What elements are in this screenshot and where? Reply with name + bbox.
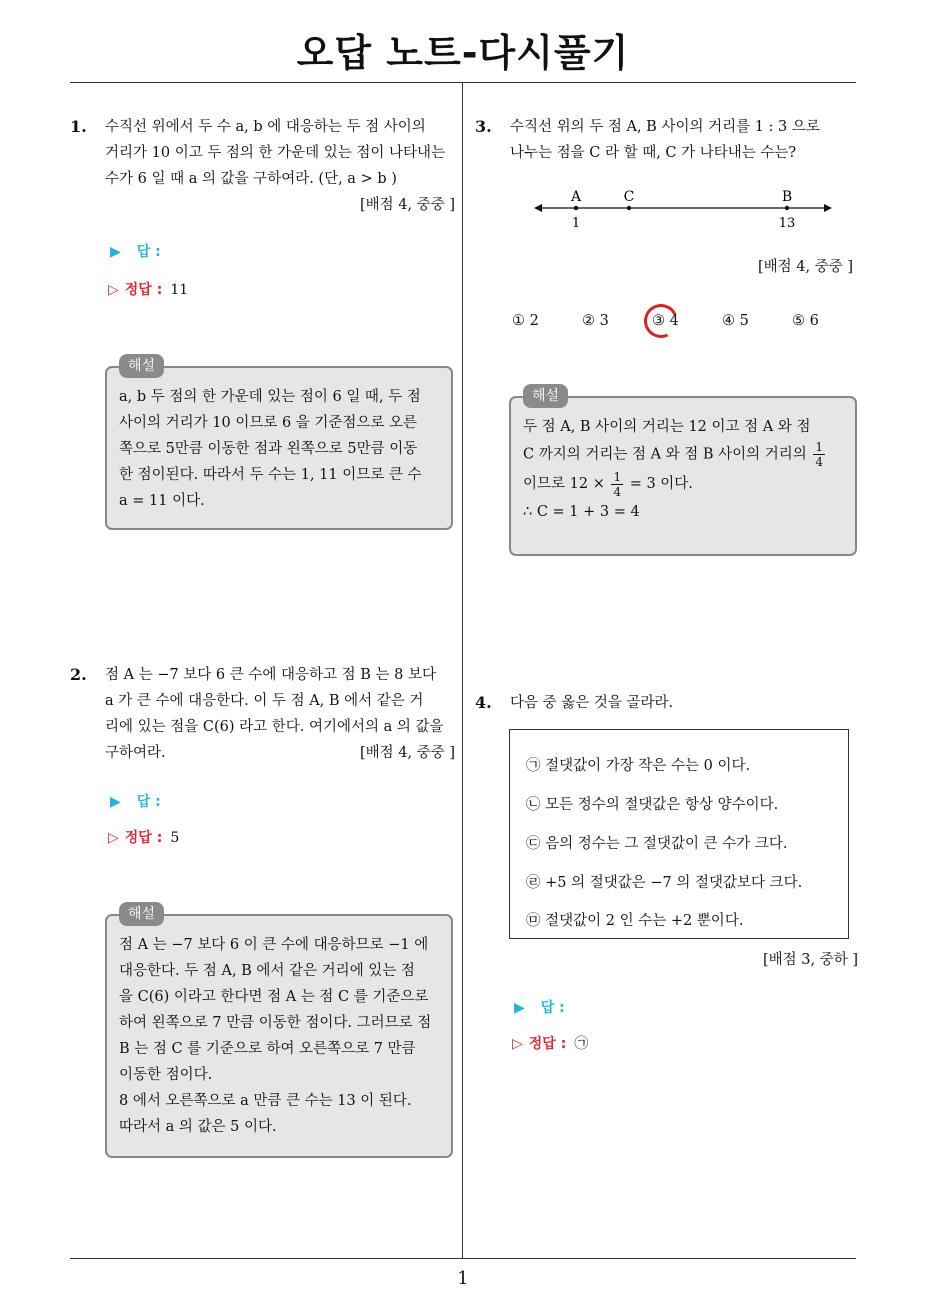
solution-line — [523, 440, 843, 469]
value-a: 1 — [571, 216, 581, 231]
solution-text: = 3 이다. — [629, 476, 693, 492]
point-a — [574, 206, 578, 210]
question-3-line: 수직선 위의 두 점 A, B 사이의 거리를 1 : 3 으로 — [510, 119, 820, 135]
question-2-line: 리에 있는 점을 C(6) 라고 한다. 여기에서의 a 의 값을 — [105, 719, 444, 735]
footer-rule — [70, 1258, 856, 1259]
question-1-number: 1. — [70, 117, 87, 136]
statement-item: ㉣ +5 의 절댓값은 −7 의 절댓값보다 크다. — [526, 875, 803, 891]
answer-label: 답 : — [136, 244, 161, 260]
label-b: B — [781, 189, 793, 205]
play-triangle-icon: ▶ — [110, 244, 121, 260]
question-1-line: 수가 6 일 때 a 의 값을 구하여라. (단, a > b ) — [105, 171, 397, 187]
answer-label: 답 : — [136, 794, 161, 810]
solution-text: 이므로 12 × — [523, 476, 605, 492]
solution-tag: 해설 — [523, 384, 568, 408]
solution-line: 사이의 거리가 10 이므로 6 을 기준점으로 오른 — [119, 415, 418, 431]
solution-line: B 는 점 C 를 기준으로 하여 오른쪽으로 7 만큼 — [119, 1041, 416, 1057]
question-3-line: 나누는 점을 C 라 할 때, C 가 나타내는 수는? — [510, 145, 797, 161]
question-1-solution — [105, 358, 453, 530]
question-4-statements — [509, 729, 849, 939]
fraction-denominator: 4 — [815, 455, 824, 469]
question-2 — [105, 662, 455, 766]
arrow-right-icon — [824, 204, 832, 212]
fraction-numerator: 1 — [815, 440, 824, 454]
question-4-score-wrap — [510, 947, 858, 973]
question-3-score-wrap — [510, 254, 853, 280]
play-triangle-icon: ▶ — [110, 794, 121, 810]
value-b: 13 — [778, 216, 796, 231]
choice-5[interactable]: ⑤ 6 — [792, 313, 819, 329]
solution-line: 쪽으로 5만큼 이동한 점과 왼쪽으로 5만큼 이동 — [119, 441, 418, 457]
question-4-number: 4. — [475, 693, 492, 712]
question-4 — [510, 690, 860, 716]
question-4-score: [배점 3, 중하 ] — [762, 952, 858, 968]
question-2-score: [배점 4, 중중 ] — [359, 745, 455, 761]
question-1-line: 거리가 10 이고 두 점의 한 가운데 있는 점이 나타내는 — [105, 145, 446, 161]
solution-line: 을 C(6) 이라고 한다면 점 A 는 점 C 를 기준으로 — [119, 989, 429, 1005]
column-divider — [462, 83, 463, 1258]
solution-line: 따라서 a 의 값은 5 이다. — [119, 1119, 277, 1135]
arrow-left-icon — [534, 204, 542, 212]
statement-item: ㉤ 절댓값이 2 인 수는 +2 뿐이다. — [526, 913, 744, 929]
question-1-score: [배점 4, 중중 ] — [359, 197, 455, 213]
page-title: 오답 노트-다시풀기 — [296, 31, 630, 75]
choice-3[interactable] — [652, 313, 679, 329]
point-b — [785, 206, 789, 210]
question-2-line: 구하여라. — [105, 745, 166, 761]
statement-item: ㉡ 모든 정수의 절댓값은 항상 양수이다. — [526, 797, 779, 813]
solution-text: C 까지의 거리는 점 A 와 점 B 사이의 거리의 — [523, 446, 807, 463]
solution-line: ∴ C = 1 + 3 = 4 — [523, 504, 640, 520]
question-2-correct — [108, 827, 179, 847]
fraction — [813, 440, 825, 469]
question-3-number: 3. — [475, 117, 492, 136]
question-4-correct — [512, 1033, 588, 1053]
solution-tag: 해설 — [119, 354, 164, 378]
correct-label: 정답 : — [528, 1036, 567, 1052]
fraction-denominator: 4 — [613, 484, 622, 499]
choice-4[interactable]: ④ 5 — [722, 313, 749, 329]
solution-line: 점 A 는 −7 보다 6 이 큰 수에 대응하므로 −1 에 — [119, 937, 429, 953]
statement-item: ㉢ 음의 정수는 그 절댓값이 큰 수가 크다. — [526, 836, 788, 852]
label-a: A — [570, 189, 582, 205]
correct-value: ㉠ — [574, 1036, 589, 1052]
question-4-answer[interactable] — [514, 997, 565, 1017]
solution-line: 두 점 A, B 사이의 거리는 12 이고 점 A 와 점 — [523, 419, 811, 435]
outline-triangle-icon: ▷ — [108, 830, 119, 846]
solution-line: 이동한 점이다. — [119, 1067, 213, 1083]
question-2-line: 점 A 는 −7 보다 6 큰 수에 대응하고 점 B 는 8 보다 — [105, 667, 436, 683]
question-2-number: 2. — [70, 665, 87, 684]
outline-triangle-icon: ▷ — [108, 282, 119, 298]
correct-label: 정답 : — [124, 830, 163, 846]
correct-value: 5 — [170, 830, 180, 846]
question-2-answer[interactable] — [110, 791, 161, 811]
choice-2[interactable]: ② 3 — [582, 313, 609, 329]
correct-label: 정답 : — [124, 282, 163, 298]
question-1-line: 수직선 위에서 두 수 a, b 에 대응하는 두 점 사이의 — [105, 119, 426, 135]
solution-line: 한 점이된다. 따라서 두 수는 1, 11 이므로 큰 수 — [119, 467, 422, 483]
question-4-line: 다음 중 옳은 것을 골라라. — [510, 695, 674, 711]
answer-label: 답 : — [540, 1000, 565, 1016]
play-triangle-icon: ▶ — [514, 1000, 525, 1016]
question-1 — [105, 114, 455, 218]
header-rule — [70, 82, 856, 83]
question-3-solution — [509, 388, 857, 556]
correct-value: 11 — [170, 282, 189, 298]
question-1-answer[interactable] — [110, 241, 161, 261]
choice-1[interactable]: ① 2 — [512, 313, 539, 329]
fraction-numerator: 1 — [613, 469, 622, 484]
solution-line: 8 에서 오른쪽으로 a 만큼 큰 수는 13 이 된다. — [119, 1093, 412, 1109]
question-3-score: [배점 4, 중중 ] — [757, 259, 853, 275]
question-2-line: a 가 큰 수에 대응한다. 이 두 점 A, B 에서 같은 거 — [105, 693, 424, 709]
label-c: C — [623, 189, 635, 205]
question-3 — [510, 114, 860, 166]
question-1-correct — [108, 279, 188, 299]
choice-3-label: ③ 4 — [652, 313, 679, 329]
number-line — [530, 184, 840, 234]
page-number: 1 — [457, 1268, 469, 1289]
selected-circle-mark — [639, 299, 683, 343]
solution-line: a, b 두 점의 한 가운데 있는 점이 6 일 때, 두 점 — [119, 389, 421, 405]
solution-line: a = 11 이다. — [119, 493, 205, 509]
statement-item: ㉠ 절댓값이 가장 작은 수는 0 이다. — [526, 758, 751, 774]
point-c — [627, 206, 631, 210]
outline-triangle-icon: ▷ — [512, 1036, 523, 1052]
fraction — [611, 470, 623, 499]
solution-line: 대응한다. 두 점 A, B 에서 같은 거리에 있는 점 — [119, 963, 415, 979]
question-2-solution — [105, 906, 453, 1158]
solution-line — [523, 469, 843, 499]
solution-tag: 해설 — [119, 902, 164, 926]
solution-line: 하여 왼쪽으로 7 만큼 이동한 점이다. 그러므로 점 — [119, 1015, 432, 1031]
